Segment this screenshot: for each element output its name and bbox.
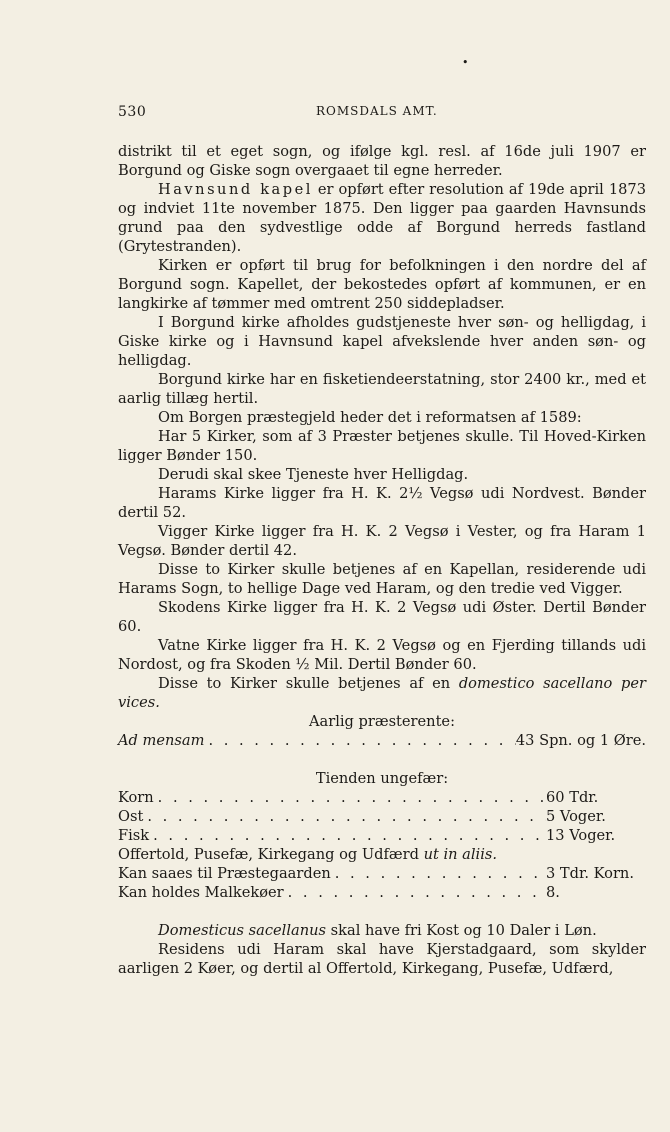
other-value: 8. <box>546 884 560 901</box>
tithe-label: Ost <box>118 808 144 825</box>
income-value: 43 Spn. og 1 Øre. <box>515 732 646 749</box>
paragraph-3: Kirken er opført til brug for befolkningen i den nordre del af Borgund sogn. Kapellet, der bekostedes opført af kommunen, er en langkirke af tømmer med omtrent 250 siddepladser. <box>118 257 646 312</box>
paragraph-15-text: skal have fri Kost og 10 Daler i Løn. <box>326 922 597 939</box>
tithe-row <box>118 807 646 826</box>
spacer <box>118 750 646 769</box>
paragraph-9: Harams Kirke ligger fra H. K. 2½ Vegsø udi Nordvest. Bønder dertil 52. <box>118 485 646 521</box>
leader-dots <box>149 826 546 845</box>
paragraph-14-text: Disse to Kirker skulle betjenes af en <box>158 675 459 692</box>
paragraph-16: Residens udi Haram skal have Kjerstadgaard, som skylder aarligen 2 Køer, og dertil al Offertold, Kirkegang, Pusefæ, Udfærd, <box>118 941 646 977</box>
paragraph-12: Skodens Kirke ligger fra H. K. 2 Vegsø udi Øster. Dertil Bønder 60. <box>118 599 646 635</box>
other-row <box>118 883 646 902</box>
offer-line <box>118 845 646 864</box>
stray-mark: • <box>462 56 469 69</box>
other-value: 3 Tdr. Korn. <box>546 865 634 882</box>
paragraph-13: Vatne Kirke ligger fra H. K. 2 Vegsø og en Fjerding tillands udi Nordost, og fra Skoden ½ Mil. Dertil Bønder 60. <box>118 637 646 673</box>
income-row <box>118 731 646 750</box>
page-header <box>118 104 646 124</box>
leader-dots <box>154 788 546 807</box>
paragraph-10: Vigger Kirke ligger fra H. K. 2 Vegsø i Vester, og fra Haram 1 Vegsø. Bønder dertil 42. <box>118 523 646 559</box>
paragraph-6: Om Borgen præstegjeld heder det i reformatsen af 1589: <box>158 409 582 426</box>
paragraph-havnsund-text: er opført efter resolution af 19de april 1873 og indviet 11te november 1875. Den ligger paa gaarden Havnsunds grund paa den sydvestlige odde af Borgund herreds fastland (Grytestranden). <box>118 181 646 255</box>
tithe-value: 5 Voger. <box>546 808 606 825</box>
paragraph-5: Borgund kirke har en fisketiendeerstatning, stor 2400 kr., med et aarlig tillæg hertil. <box>118 371 646 407</box>
offer-latin: ut in aliis. <box>423 846 498 863</box>
latin-term: Domesticus sacellanus <box>158 922 327 939</box>
page-body <box>118 142 646 978</box>
other-label: Kan saaes til Præstegaarden <box>118 865 331 882</box>
other-label: Kan holdes Malkekøer <box>118 884 284 901</box>
leader-dots <box>284 883 546 902</box>
other-row <box>118 864 646 883</box>
leader-dots <box>331 864 546 883</box>
paragraph-11: Disse to Kirker skulle betjenes af en Kapellan, residerende udi Harams Sogn, to hellige Dage ved Haram, og den tredie ved Vigger. <box>118 561 646 597</box>
paragraph-1: distrikt til et eget sogn, og ifølge kgl. resl. af 16de juli 1907 er Borgund og Giske sogn overgaaet til egne herreder. <box>118 143 646 179</box>
spacer <box>118 902 646 921</box>
tithe-label: Fisk <box>118 827 150 844</box>
paragraph-14 <box>118 674 646 712</box>
tithe-row <box>118 826 646 845</box>
paragraph-8: Derudi skal skee Tjeneste hver Helligdag. <box>158 466 469 483</box>
leader-dots <box>204 731 515 750</box>
paragraph-havnsund <box>118 180 646 256</box>
tithe-value: 60 Tdr. <box>546 789 599 806</box>
income-heading: Aarlig præsterente: <box>309 713 455 730</box>
latin-phrase: domestico sacellano per vices. <box>118 675 646 711</box>
page-number: 530 <box>118 104 147 120</box>
spaced-heading: Havnsund kapel <box>158 181 313 198</box>
paragraph-15 <box>118 921 646 940</box>
offer-text: Offertold, Pusefæ, Kirkegang og Udfærd <box>118 846 424 863</box>
running-head: ROMSDALS AMT. <box>316 104 438 118</box>
leader-dots <box>143 807 546 826</box>
paragraph-4: I Borgund kirke afholdes gudstjeneste hver søn- og helligdag, i Giske kirke og i Havnsund kapel afvekslende hver anden søn- og helligdag. <box>118 314 646 369</box>
tithe-row <box>118 788 646 807</box>
income-label: Ad mensam <box>118 732 205 749</box>
tithe-value: 13 Voger. <box>546 827 616 844</box>
tithe-heading: Tienden ungefær: <box>315 770 449 787</box>
tithe-label: Korn <box>118 789 154 806</box>
paragraph-7: Har 5 Kirker, som af 3 Præster betjenes skulle. Til Hoved-Kirken ligger Bønder 150. <box>118 428 646 464</box>
